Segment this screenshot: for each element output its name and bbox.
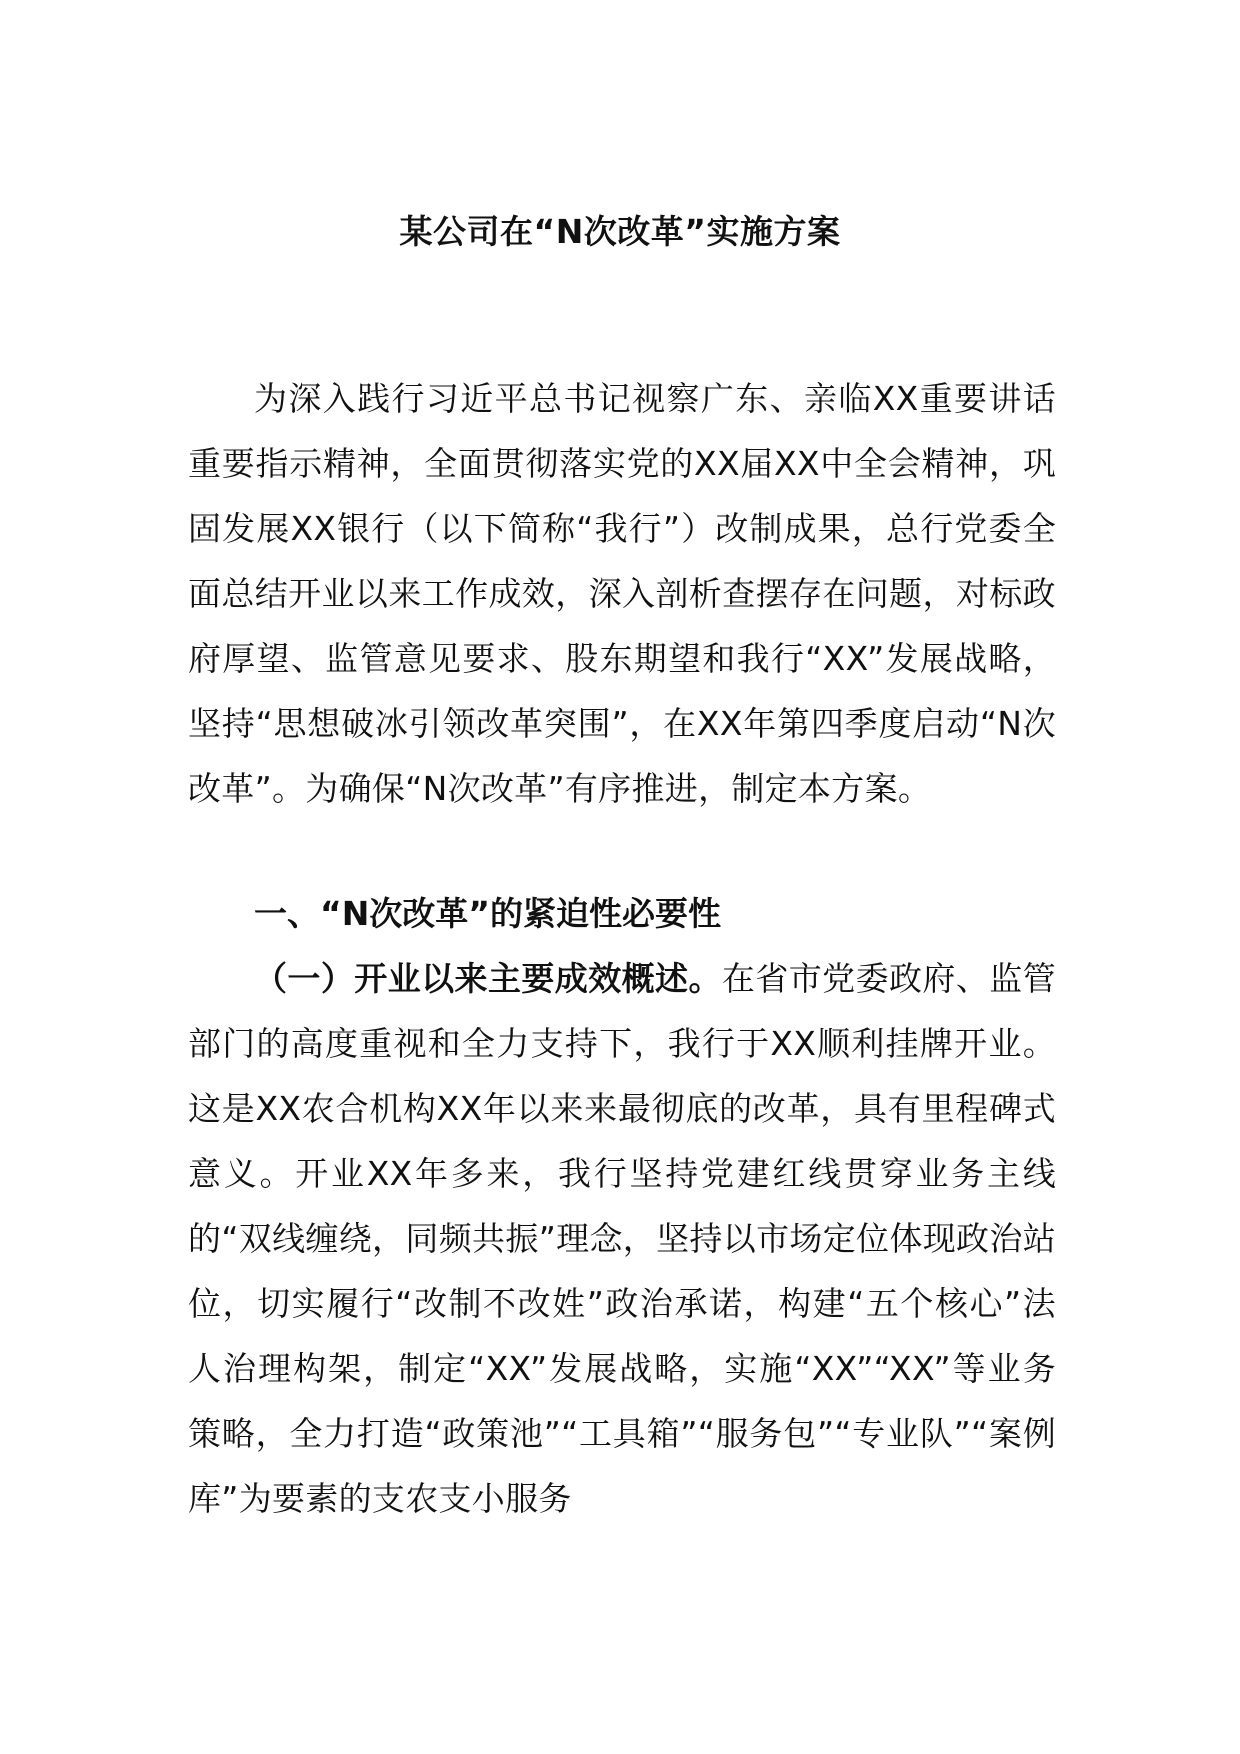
intro-paragraph: 为深入践行习近平总书记视察广东、亲临XX重要讲话重要指示精神，全面贯彻落实党的XX届XX中全会精神，巩固发展XX银行（以下简称“我行”）改制成果，总行党委全面总结开业以来工作成效，深入剖析查摆存在问题，对标政府厚望、监管意见要求、股东期望和我行“XX”发展战略，坚持“思想破冰引领改革突围”，在XX年第四季度启动“N次改革”。为确保“N次改革”有序推进，制定本方案。 — [188, 379, 1056, 808]
achievements-lead: （一）开业以来主要成效概述。 — [254, 959, 722, 998]
achievements-body: 在省市党委政府、监管部门的高度重视和全力支持下，我行于XX顺利挂牌开业。这是XX农合机构XX年以来来最彻底的改革，具有里程碑式意义。开业XX年多来，我行坚持党建红线贯穿业务主线的“双线缠绕，同频共振”理念，坚持以市场定位体现政治站位，切实履行“改制不改姓”政治承诺，构建“五个核心”法人治理构架，制定“XX”发展战略，实施“XX”“XX”等业务策略，全力打造“政策池”“工具箱”“服务包”“专业队”“案例库”为要素的支农支小服务 — [188, 959, 1057, 1518]
section-heading-1: 一、“N次改革”的紧迫性必要性 — [254, 894, 721, 933]
achievements-paragraph — [188, 946, 1056, 1531]
document-title: 某公司在“N次改革”实施方案 — [399, 212, 841, 251]
